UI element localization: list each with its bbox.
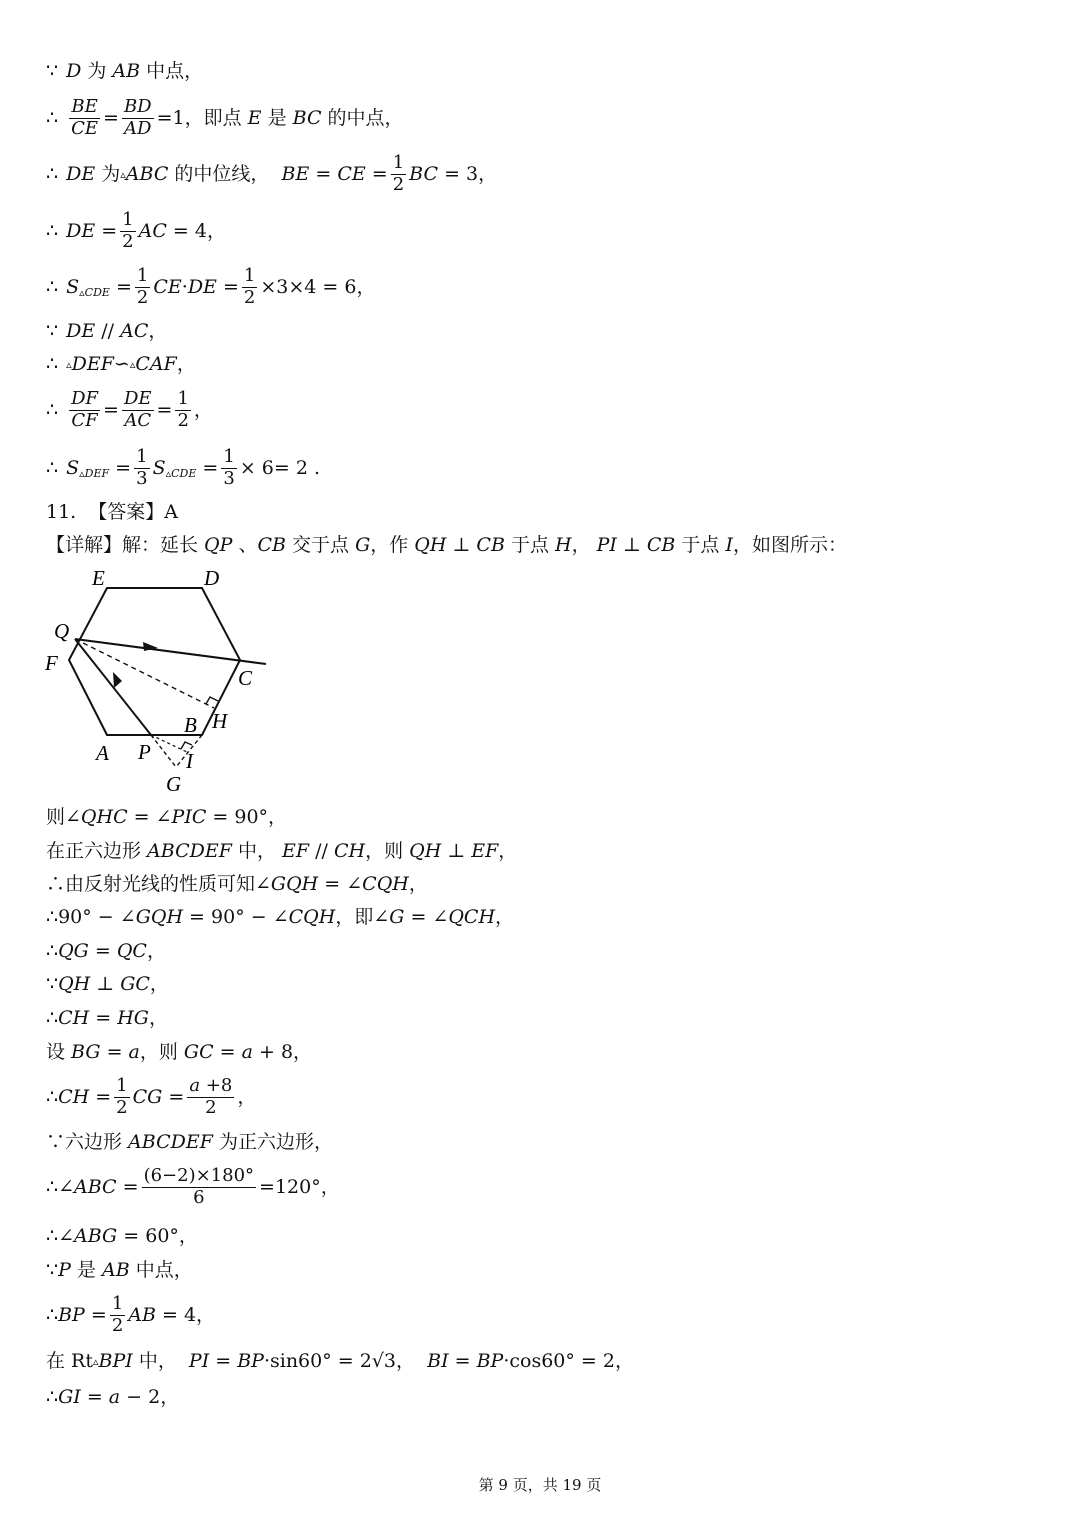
label-a: A xyxy=(96,741,109,765)
line-22: ∴∠ ABC = (6−2)×180° 6 =120°， xyxy=(46,1165,340,1208)
page-footer: 第 9 页，共 19 页 xyxy=(478,1476,602,1494)
label-b: B xyxy=(184,713,197,737)
line-7: ∴ ▵ DEF ∽ ▵ CAF ， xyxy=(46,353,196,375)
detail-line: 【详解】解：延长 QP 、 CB 交于点 G ，作 QH ⊥ CB 于点 H ， PI ⊥ CB 于点 I ，如图所示： xyxy=(46,534,847,556)
label-p: P xyxy=(138,740,151,764)
line-2: ∴ BE CE = BD AD =1，即点 E 是 BC 的中点， xyxy=(46,96,404,139)
label-d: D xyxy=(204,566,220,590)
line-12: 则∠ QHC = ∠ PIC = 90°， xyxy=(46,806,288,828)
label-q: Q xyxy=(54,619,70,643)
line-16: ∴ QG = QC ， xyxy=(46,940,166,962)
line-4: ∴ DE = 1 2 AC = 4， xyxy=(46,209,226,252)
line-6: ∵ DE // AC ， xyxy=(46,320,168,342)
line-27: ∴ GI = a − 2， xyxy=(46,1386,180,1408)
line-24: ∵ P 是 AB 中点， xyxy=(46,1259,193,1281)
label-f: F xyxy=(45,651,58,675)
line-9: ∴ S ▵DEF = 1 3 S ▵CDE = 1 3 × 6= 2 . xyxy=(46,446,320,489)
line-18: ∴ CH = HG ， xyxy=(46,1007,168,1029)
label-g: G xyxy=(166,772,182,796)
dashed-pg xyxy=(151,735,176,767)
label-c: C xyxy=(238,666,253,690)
line-14: ∴由反射光线的性质可知∠ GQH = ∠ CQH ， xyxy=(46,873,428,895)
answer-heading: 11. 【答案】A xyxy=(46,501,179,523)
line-23: ∴∠ ABG = 60°， xyxy=(46,1225,198,1247)
line-21: ∵六边形 ABCDEF 为正六边形， xyxy=(46,1131,333,1153)
line-1: ∵ D 为 AB 中点， xyxy=(46,60,204,82)
right-angle-i xyxy=(181,742,192,749)
ray-qc xyxy=(75,639,266,664)
line-26: 在 Rt ▵ BPI 中， PI = BP ·sin60° = 2√3， BI = BP ·cos60° = 2， xyxy=(46,1350,634,1372)
line-15: ∴90° − ∠ GQH = 90° − ∠ CQH ，即∠ G = ∠ QCH ， xyxy=(46,906,515,928)
label-e: E xyxy=(92,566,105,590)
dashed-pi xyxy=(151,735,187,752)
arrow-pq xyxy=(113,672,122,688)
ray-pq xyxy=(75,639,151,735)
line-5: ∴ S ▵CDE = 1 2 CE · DE = 1 2 ×3×4 = 6， xyxy=(46,265,376,308)
line-20: ∴ CH = 1 2 CG = a +8 2 ， xyxy=(46,1075,257,1118)
line-19: 设 BG = a ，则 GC = a + 8， xyxy=(46,1041,313,1063)
label-i: I xyxy=(186,749,193,773)
right-angle-h xyxy=(206,697,218,704)
line-8: ∴ DF CF = DE AC = 1 2 ， xyxy=(46,388,213,431)
line-17: ∵ QH ⊥ GC ， xyxy=(46,973,169,995)
label-h: H xyxy=(212,709,228,733)
hexagon-figure xyxy=(40,562,280,802)
line-3: ∴ DE 为 ▵ ABC 的中位线， BE = CE = 1 2 BC = 3， xyxy=(46,152,498,195)
line-13: 在正六边形 ABCDEF 中， EF // CH ，则 QH ⊥ EF ， xyxy=(46,840,518,862)
line-25: ∴ BP = 1 2 AB = 4， xyxy=(46,1293,216,1336)
